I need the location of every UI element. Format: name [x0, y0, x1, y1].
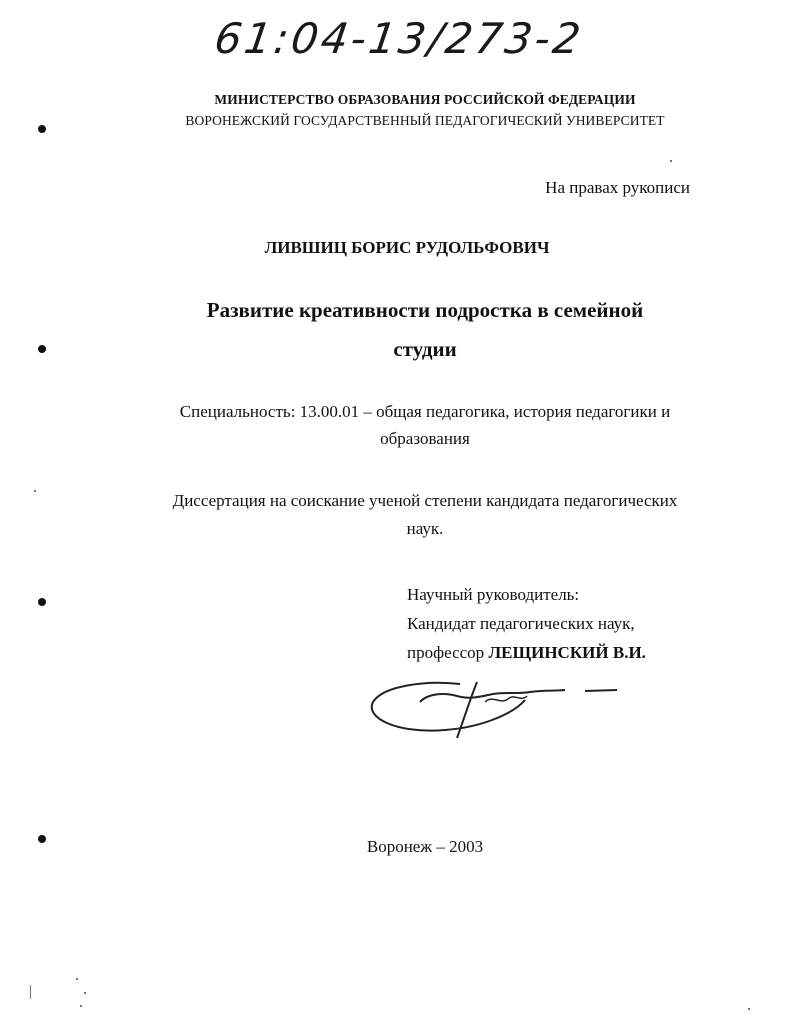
scan-speck [748, 1008, 750, 1010]
supervisor-name: ЛЕЩИНСКИЙ В.И. [488, 643, 646, 662]
scan-mark-dot [38, 125, 46, 133]
scan-speck [76, 978, 78, 980]
signature [365, 672, 625, 742]
scan-mark-dot [38, 835, 46, 843]
specialty-line2: образования [380, 429, 470, 448]
manuscript-rights: На правах рукописи [545, 178, 690, 197]
supervisor-degree: Кандидат педагогических наук, [407, 614, 635, 633]
dissertation-degree-line2: наук. [406, 519, 444, 538]
scan-speck [34, 490, 36, 492]
dissertation-title-line1: Развитие креативности подростка в семейной [206, 298, 644, 322]
scan-speck [30, 985, 31, 999]
author-name: ЛИВШИЦ БОРИС РУДОЛЬФОВИЧ [264, 238, 550, 257]
ministry-name: МИНИСТЕРСТВО ОБРАЗОВАНИЯ РОССИЙСКОЙ ФЕДЕРАЦИИ [214, 92, 636, 107]
scan-speck [670, 160, 672, 162]
scan-speck [84, 992, 86, 994]
supervisor-label: Научный руководитель: [407, 585, 580, 604]
specialty-line1: Специальность: 13.00.01 – общая педагогика, история педагогики и [179, 402, 671, 421]
city-year: Воронеж – 2003 [366, 837, 484, 856]
dissertation-title-line2: студии [393, 337, 457, 361]
supervisor-position: профессор [407, 643, 485, 662]
archive-number-handwritten: 61:04-13/273-2 [211, 14, 587, 63]
scan-mark-dot [38, 598, 46, 606]
scan-speck [80, 1005, 82, 1007]
supervisor-line [407, 643, 646, 663]
scan-mark-dot [38, 345, 46, 353]
dissertation-degree-line1: Диссертация на соискание ученой степени кандидата педагогических [172, 491, 678, 510]
university-name: ВОРОНЕЖСКИЙ ГОСУДАРСТВЕННЫЙ ПЕДАГОГИЧЕСКИЙ УНИВЕРСИТЕТ [185, 113, 665, 128]
